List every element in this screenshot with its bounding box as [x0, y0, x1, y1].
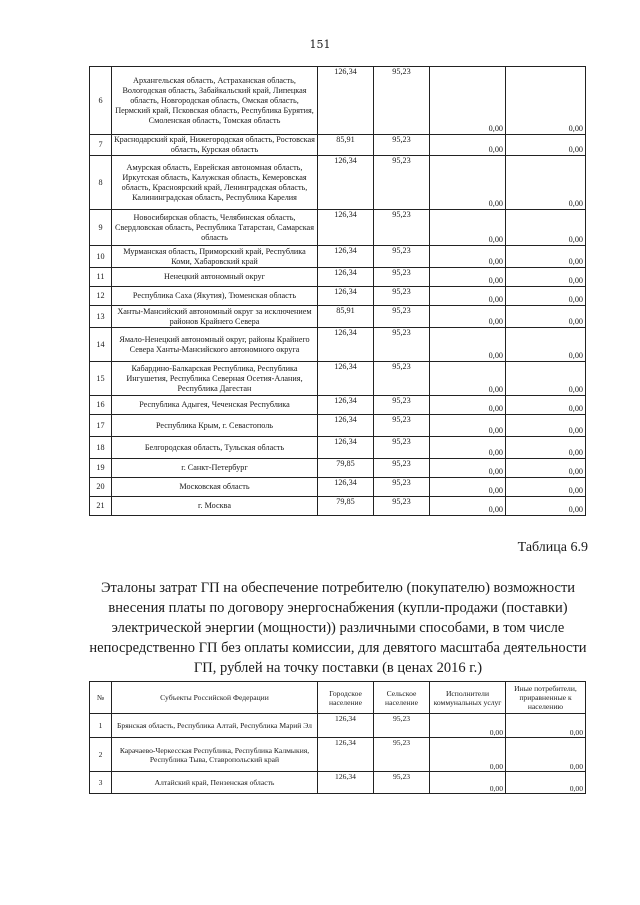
row-number: 3 — [90, 772, 112, 794]
row-subject: г. Санкт-Петербург — [112, 459, 318, 478]
row-number: 10 — [90, 246, 112, 268]
row-number: 13 — [90, 306, 112, 328]
row-other-value: 0,00 — [506, 67, 586, 135]
row-urban-value: 126,34 — [318, 246, 374, 268]
row-utility-value: 0,00 — [430, 156, 506, 210]
row-utility-value: 0,00 — [430, 268, 506, 287]
row-number: 6 — [90, 67, 112, 135]
row-subject: Республика Саха (Якутия), Тюменская область — [112, 287, 318, 306]
row-other-value: 0,00 — [506, 415, 586, 437]
row-rural-value: 95,23 — [374, 396, 430, 415]
row-rural-value: 95,23 — [374, 287, 430, 306]
row-urban-value: 126,34 — [318, 156, 374, 210]
table-row — [90, 415, 586, 437]
row-subject: г. Москва — [112, 497, 318, 516]
row-other-value: 0,00 — [506, 714, 586, 738]
row-utility-value: 0,00 — [430, 67, 506, 135]
row-rural-value: 95,23 — [374, 738, 430, 772]
row-other-value: 0,00 — [506, 437, 586, 459]
row-urban-value: 126,34 — [318, 738, 374, 772]
table-header-row — [90, 682, 586, 714]
row-number: 9 — [90, 210, 112, 246]
row-rural-value: 95,23 — [374, 306, 430, 328]
row-urban-value: 126,34 — [318, 437, 374, 459]
row-urban-value: 126,34 — [318, 714, 374, 738]
row-subject: Ненецкий автономный округ — [112, 268, 318, 287]
row-subject: Ямало-Ненецкий автономный округ, районы Крайнего Севера Ханты-Мансийского автономного округа — [112, 328, 318, 362]
row-subject: Ханты-Мансийский автономный округ за исключением районов Крайнего Севера — [112, 306, 318, 328]
row-utility-value: 0,00 — [430, 246, 506, 268]
row-urban-value: 126,34 — [318, 328, 374, 362]
table-row — [90, 246, 586, 268]
table-row — [90, 268, 586, 287]
row-other-value: 0,00 — [506, 738, 586, 772]
row-number: 16 — [90, 396, 112, 415]
row-number: 7 — [90, 135, 112, 156]
row-urban-value: 126,34 — [318, 478, 374, 497]
row-number: 14 — [90, 328, 112, 362]
row-number: 1 — [90, 714, 112, 738]
row-urban-value: 79,85 — [318, 497, 374, 516]
page-number: 151 — [309, 38, 331, 51]
row-other-value: 0,00 — [506, 478, 586, 497]
row-other-value: 0,00 — [506, 362, 586, 396]
row-rural-value: 95,23 — [374, 67, 430, 135]
row-number: 17 — [90, 415, 112, 437]
row-utility-value: 0,00 — [430, 306, 506, 328]
row-number: 19 — [90, 459, 112, 478]
row-urban-value: 126,34 — [318, 772, 374, 794]
row-rural-value: 95,23 — [374, 437, 430, 459]
row-subject: Белгородская область, Тульская область — [112, 437, 318, 459]
row-number: 20 — [90, 478, 112, 497]
row-number: 8 — [90, 156, 112, 210]
table-row — [90, 362, 586, 396]
row-urban-value: 79,85 — [318, 459, 374, 478]
table-row — [90, 210, 586, 246]
table-row — [90, 328, 586, 362]
table-row — [90, 67, 586, 135]
row-utility-value: 0,00 — [430, 497, 506, 516]
row-urban-value: 85,91 — [318, 135, 374, 156]
tariff-table-6-9 — [89, 681, 586, 794]
row-utility-value: 0,00 — [430, 210, 506, 246]
table-row — [90, 437, 586, 459]
row-subject: Кабардино-Балкарская Республика, Республика Ингушетия, Республика Северная Осетия-Алания, Республика Дагестан — [112, 362, 318, 396]
row-rural-value: 95,23 — [374, 362, 430, 396]
row-utility-value: 0,00 — [430, 287, 506, 306]
row-number: 21 — [90, 497, 112, 516]
row-urban-value: 126,34 — [318, 415, 374, 437]
header-subject: Субъекты Российской Федерации — [112, 682, 318, 714]
row-rural-value: 95,23 — [374, 328, 430, 362]
row-subject: Республика Крым, г. Севастополь — [112, 415, 318, 437]
row-other-value: 0,00 — [506, 459, 586, 478]
table-heading: Эталоны затрат ГП на обеспечение потребителю (покупателю) возможности внесения платы по договору энергоснабжения (купли-продажи (поставки) электрической энергии (мощности)) различными способами, в том числе непосредственно ГП без оплаты комиссии, для девятого масштаба деятельности ГП, рублей на точку поставки (в ценах 2016 г.) — [89, 580, 587, 676]
header-urban: Городское население — [318, 682, 374, 714]
row-subject: Мурманская область, Приморский край, Республика Коми, Хабаровский край — [112, 246, 318, 268]
row-other-value: 0,00 — [506, 497, 586, 516]
row-urban-value: 126,34 — [318, 67, 374, 135]
table-row — [90, 478, 586, 497]
row-subject: Амурская область, Еврейская автономная область, Иркутская область, Калужская область, Кемеровская область, Красноярский край, Ленинградская область, Калининградская область, Республика Карелия — [112, 156, 318, 210]
row-utility-value: 0,00 — [430, 415, 506, 437]
row-other-value: 0,00 — [506, 268, 586, 287]
row-rural-value: 95,23 — [374, 135, 430, 156]
row-urban-value: 85,91 — [318, 306, 374, 328]
row-number: 15 — [90, 362, 112, 396]
header-other: Иные потребители, приравненные к населению — [506, 682, 586, 714]
row-rural-value: 95,23 — [374, 156, 430, 210]
row-subject: Краснодарский край, Нижегородская область, Ростовская область, Курская область — [112, 135, 318, 156]
row-subject: Брянская область, Республика Алтай, Республика Марий Эл — [112, 714, 318, 738]
row-other-value: 0,00 — [506, 210, 586, 246]
table-row — [90, 135, 586, 156]
row-other-value: 0,00 — [506, 156, 586, 210]
row-rural-value: 95,23 — [374, 210, 430, 246]
row-urban-value: 126,34 — [318, 362, 374, 396]
row-urban-value: 126,34 — [318, 396, 374, 415]
row-subject: Алтайский край, Пензенская область — [112, 772, 318, 794]
header-rural: Сельское население — [374, 682, 430, 714]
row-urban-value: 126,34 — [318, 287, 374, 306]
row-subject: Новосибирская область, Челябинская область, Свердловская область, Республика Татарстан, Самарская область — [112, 210, 318, 246]
row-utility-value: 0,00 — [430, 714, 506, 738]
row-subject: Республика Адыгея, Чеченская Республика — [112, 396, 318, 415]
row-other-value: 0,00 — [506, 396, 586, 415]
row-utility-value: 0,00 — [430, 459, 506, 478]
header-num: № — [90, 682, 112, 714]
table-row — [90, 738, 586, 772]
row-utility-value: 0,00 — [430, 396, 506, 415]
row-other-value: 0,00 — [506, 135, 586, 156]
row-rural-value: 95,23 — [374, 478, 430, 497]
row-rural-value: 95,23 — [374, 459, 430, 478]
table-row — [90, 497, 586, 516]
table-row — [90, 306, 586, 328]
header-utility: Исполнители коммунальных услуг — [430, 682, 506, 714]
row-number: 12 — [90, 287, 112, 306]
table-row — [90, 714, 586, 738]
row-rural-value: 95,23 — [374, 246, 430, 268]
table-row — [90, 459, 586, 478]
row-rural-value: 95,23 — [374, 415, 430, 437]
row-subject: Карачаево-Черкесская Республика, Республика Калмыкия, Республика Тыва, Ставропольский край — [112, 738, 318, 772]
row-other-value: 0,00 — [506, 328, 586, 362]
row-other-value: 0,00 — [506, 306, 586, 328]
row-other-value: 0,00 — [506, 772, 586, 794]
row-other-value: 0,00 — [506, 246, 586, 268]
row-subject: Архангельская область, Астраханская область, Вологодская область, Забайкальский край, Липецкая область, Новгородская область, Омская область, Пермский край, Псковская область, Республика Бурятия, Смоленская область, Томская область — [112, 67, 318, 135]
table-row — [90, 287, 586, 306]
row-utility-value: 0,00 — [430, 437, 506, 459]
row-utility-value: 0,00 — [430, 135, 506, 156]
row-number: 2 — [90, 738, 112, 772]
row-urban-value: 126,34 — [318, 210, 374, 246]
row-number: 11 — [90, 268, 112, 287]
table-row — [90, 396, 586, 415]
table-row — [90, 156, 586, 210]
row-utility-value: 0,00 — [430, 738, 506, 772]
row-urban-value: 126,34 — [318, 268, 374, 287]
row-utility-value: 0,00 — [430, 478, 506, 497]
row-utility-value: 0,00 — [430, 362, 506, 396]
row-rural-value: 95,23 — [374, 714, 430, 738]
row-subject: Московская область — [112, 478, 318, 497]
table-caption: Таблица 6.9 — [517, 540, 588, 555]
row-rural-value: 95,23 — [374, 772, 430, 794]
row-other-value: 0,00 — [506, 287, 586, 306]
row-number: 18 — [90, 437, 112, 459]
row-rural-value: 95,23 — [374, 497, 430, 516]
row-rural-value: 95,23 — [374, 268, 430, 287]
row-utility-value: 0,00 — [430, 328, 506, 362]
row-utility-value: 0,00 — [430, 772, 506, 794]
table-row — [90, 772, 586, 794]
tariff-table-continued — [89, 66, 586, 516]
